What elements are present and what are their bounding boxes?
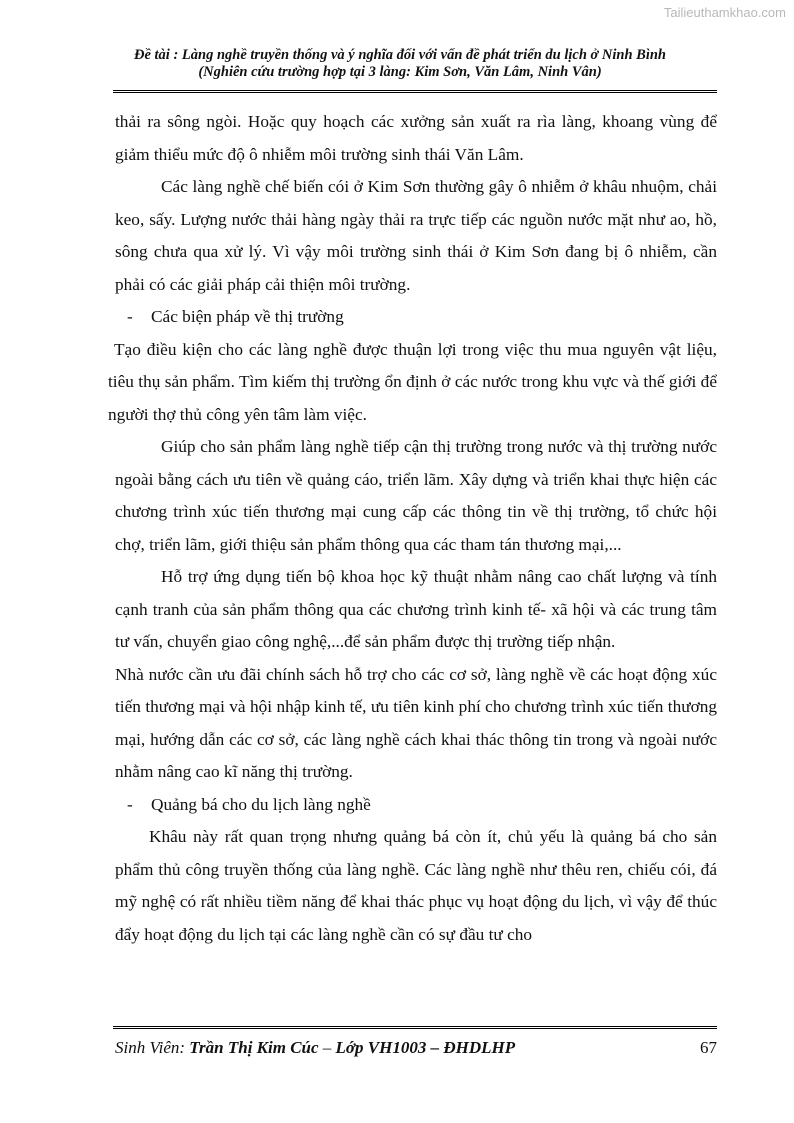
bullet-item [115, 301, 717, 334]
paragraph: thải ra sông ngòi. Hoặc quy hoạch các xưởng sản xuất ra rìa làng, khoang vùng để giảm thiểu mức độ ô nhiễm môi trường sinh thái Văn Lâm. [115, 112, 717, 164]
bullet-label: Quảng bá cho du lịch làng nghề [151, 794, 371, 814]
paragraph: Nhà nước cần ưu đãi chính sách hỗ trợ cho các cơ sở, làng nghề về các hoạt động xúc tiến thương mại và hội nhập kinh tế, ưu tiên kinh phí cho chương trình xúc tiến thương mại, hướng dẫn các cơ sở, các làng nghề cách khai thác thông tin trong và ngoài nước nhằm nâng cao kĩ năng thị trường. [115, 664, 717, 781]
page-header [90, 47, 710, 81]
student-name: Trần Thị Kim Cúc [189, 1038, 319, 1057]
footer-separator: – [318, 1038, 336, 1057]
bullet-item [115, 789, 717, 822]
bullet-dash: - [127, 794, 133, 814]
paragraph: Các làng nghề chế biến cói ở Kim Sơn thường gây ô nhiễm ở khâu nhuộm, chải keo, sấy. Lượng nước thải hàng ngày thải ra trực tiếp các nguồn nước mặt như ao, hồ, sông chưa qua xử lý. Vì vậy môi trường sinh thái ở Kim Sơn đang bị ô nhiễm, cần phải có các giải pháp cải thiện môi trường. [115, 177, 717, 294]
paragraph: Giúp cho sản phẩm làng nghề tiếp cận thị trường trong nước và thị trường nước ngoài bằng cách ưu tiên về quảng cáo, triển lãm. Xây dựng và triển khai thực hiện các chương trình xúc tiến thương mại cung cấp các thông tin về thị trường, tổ chức hội chợ, triển lãm, giới thiệu sản phẩm thông qua các tham tán thương mại,... [115, 437, 717, 554]
page-footer [115, 1038, 717, 1058]
header-subtitle: (Nghiên cứu trường hợp tại 3 làng: Kim Sơn, Văn Lâm, Ninh Vân) [198, 64, 602, 80]
document-body [108, 106, 717, 951]
header-divider [113, 90, 717, 93]
page-number: 67 [700, 1038, 717, 1057]
footer-prefix: Sinh Viên: [115, 1038, 190, 1057]
footer-divider [113, 1026, 717, 1029]
class-info: Lớp VH1003 – ĐHDLHP [335, 1038, 516, 1057]
bullet-dash: - [127, 307, 133, 326]
paragraph: Hỗ trợ ứng dụng tiến bộ khoa học kỹ thuật nhằm nâng cao chất lượng và tính cạnh tranh của sản phẩm thông qua các chương trình kinh tế- xã hội và các trung tâm tư vấn, chuyển giao công nghệ,...để sản phẩm được thị trường tiếp nhận. [115, 567, 717, 651]
paragraph: Tạo điều kiện cho các làng nghề được thuận lợi trong việc thu mua nguyên vật liệu, tiêu thụ sản phẩm. Tìm kiếm thị trường ổn định ở các nước trong khu vực và thế giới để người thợ thủ công yên tâm làm việc. [108, 339, 717, 424]
watermark: Tailieuthamkhao.com [663, 5, 786, 20]
header-title: Đề tài : Làng nghề truyền thống và ý nghĩa đối với vấn đề phát triển du lịch ở Ninh Bình [134, 47, 666, 63]
bullet-label: Các biện pháp về thị trường [151, 307, 344, 326]
paragraph: Khâu này rất quan trọng nhưng quảng bá còn ít, chủ yếu là quảng bá cho sản phẩm thủ công truyền thống của làng nghề. Các làng nghề như thêu ren, chiếu cói, đá mỹ nghệ có rất nhiều tiềm năng để khai thác phục vụ hoạt động du lịch, vì vậy để thúc đẩy hoạt động du lịch tại các làng nghề cần có sự đầu tư cho [115, 827, 717, 944]
